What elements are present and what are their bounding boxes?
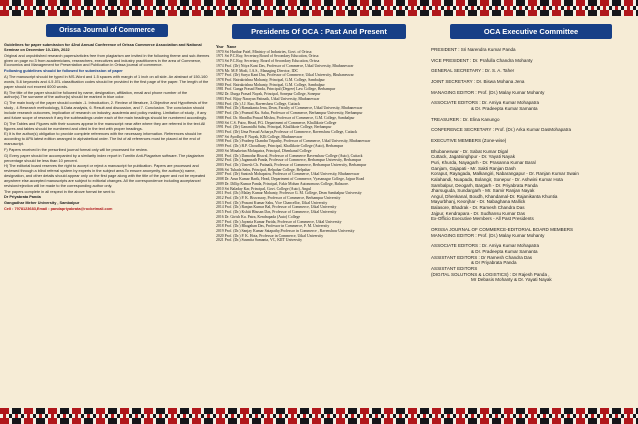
president-year: 2008 (216, 177, 224, 182)
guidelines-intro: Original and unpublished research papers/articles free from plagiarism are invited in the following theme and sub-themes given on page no 3 from academicians, researchers, executives and industry practitioners in the area of Commerce, Economics and Management for Presentation and Publication in Orissa journal of commerce. (4, 53, 210, 68)
president-year: 2014 (216, 205, 224, 210)
president-name: Prof. (Dr.) B.P. Choudhury, Principal, Khallikote College (Auto), Berhampur (224, 144, 344, 149)
president-name: Sri Baladay Kar, Principal, Govt. College (Auto), Angul (224, 186, 312, 191)
journal-associate-editors: ASSOCIATE EDITORS : Dr. Amiya Kumar Mohapatra (431, 243, 539, 249)
president-name: Prof. (Dr.) J.J. Rao, Ravenshaw College, Cuttack (224, 101, 301, 106)
president-name: Dr. Durga Prasad Nayak, Principal, Sonepur College, Sonepur (224, 92, 321, 97)
president-year: 2019 (216, 229, 224, 234)
committee-text (428, 47, 634, 283)
president-year: 1984 (216, 101, 224, 106)
journal-title: Orissa Journal of Commerce (46, 24, 168, 37)
journal-assistant-editors-digital: ASSISTANT EDITORS (431, 266, 478, 272)
president-name: Prof. Ganga Prasad Panda, Principal (Degree) Law College, Berhampur (224, 87, 336, 92)
rules-list (4, 75, 210, 189)
president-year: 2001 (216, 153, 224, 158)
president-name: Sri P.C.Ray, Secretary, Board of Secondary Education, Orissa (224, 59, 320, 64)
president-name: Prof. Bairakrishna Mohanty, Principal, G.M. College, Sambalpur (224, 78, 325, 83)
executive-committee-panel (428, 20, 634, 404)
president-name: Prof. (Dr.) P. K. Biswasray, Professor of Commerce, Berhampur University (224, 196, 341, 200)
president-name: Sri Harihar Patel, Ministry of Industries, Govt. of Orissa (224, 49, 312, 54)
president-name: Mr. M.P. Modi, I.A.S., Managing Director, IDC (224, 68, 299, 73)
president-year: 1986 (216, 106, 224, 111)
president-year: 2015 (216, 210, 224, 215)
president-name: Sri Minaketan Mohapatra, Principal, Dhenkanal College (224, 148, 312, 153)
president-name: Prof. (Dr.) Pramod Ku. Sahu, Professor of Commerce, Berhampur University, Berhampur (224, 111, 363, 116)
presidents-rows (216, 50, 422, 243)
closing-line: The papers complete in all respect in the above format be sent to (4, 189, 115, 194)
contact-cell: Cell : 7978123683,Email : pandapriyabrata@rocketmail.com (4, 207, 113, 212)
president-year: 1977 (216, 73, 224, 78)
president-year: 1997 (216, 134, 224, 139)
president-year: 1983 (216, 96, 224, 101)
officer-managing-editor: MANAGING EDITOR : Prof. (Dr.) Malay Kumar Mohanty (431, 89, 545, 95)
president-year: 1976 (216, 68, 224, 73)
president-year: 1971 (216, 54, 224, 59)
president-name: Prof. (Dr.) Malay Kumar Mohanty, Professor G. M. College, Dean Sambalpur University (224, 191, 362, 196)
president-name: Prof. (Dr.) Ramakanta Jena, Dean, Faculty of Commerce, Utkal University, Bhubaneswar (224, 106, 363, 111)
guideline-rule: C) The main body of the paper should contain -1. Introduction, 2. Review of literature, 3.Objective and Hypothesis of the study , 4.Research methodology, 5.Data analysis, 6. Result and discussion, and 7. Conclusion. The conclusion should include research outcomes, implication of research on industry, academia and policy making. Limitation of study , if any and future scope of research if any the subheadings under each of the main headings should be numbered accordingly. (4, 101, 208, 120)
contact-name: Dr Priyabrata Panda (4, 195, 41, 200)
officer-conference-secretary: CONFERENCE SECRETARY : Prof. (Dr.) Arka Kumar DasMohapatra (431, 127, 571, 133)
guideline-rule: G) Every paper should be accompanied by a similarity index report in Turnitin Anti-Plagarism software. The plagiarism percentage should be less than 10 percent. (4, 153, 204, 163)
president-name: Sri P.C.Ray, Secretary,Board of Secondary Education, Orissa (224, 54, 319, 59)
guidelines-panel (4, 20, 210, 404)
col-header-year: Year (216, 45, 224, 49)
president-year: 2016 (216, 214, 224, 219)
president-name: Sri Tuhada Sahu, Principal, Belpahar College, Belpahar (224, 167, 311, 172)
guideline-rule: D) The Tables and Figures with their sources appear in the manuscript near after where they are referred in the text.All figures and tables should be numbered and cited in the text with proper headings. (4, 121, 206, 131)
president-name: Prof. (Dr) Nitya Kant Das, Professor of Commerce, Utkal University, Bhubaneswar (224, 63, 354, 68)
officer-president: PRESIDENT : Sri Narendra Kumar Panda (431, 47, 516, 52)
president-year: 2010 (216, 186, 224, 191)
officer-associate-editors: ASSOCIATE EDITORS : Dr. Amiya Kumar Mohapatra (431, 100, 539, 106)
president-year: 2003 (216, 162, 224, 167)
journal-assistant-editors: ASSISTANT EDITORS : Dr Ramesh Chandra Das (431, 254, 533, 260)
bottom-border-pattern (0, 408, 638, 424)
president-year: 2009 (216, 181, 224, 186)
president-year: 2020 (216, 233, 224, 238)
president-name: Dr. Girish Ku. Patra, Kendrapada (Auto) College (224, 214, 301, 219)
journal-assistant-editors-2: & Dr Priyabrata Panda (471, 260, 517, 266)
president-year: 2013 (216, 200, 224, 205)
guideline-rule: B) The title of the paper should be followed by name, designation, affiliation, email and phone number of the author(s).The surname of the author(s) should be marked in blue color. (4, 90, 188, 100)
president-name: Prof. (Dr) Gananidhi Sahu, Principal, Khallikote College, Berhampur (224, 125, 332, 130)
presidents-panel (214, 20, 424, 404)
president-name: Prof. (Dr.) Ranjan Kumar Bal, Professor of Commerce, Utkal University (224, 205, 337, 210)
contact-affiliation: Gangadhar Meher University , Sambalpur (4, 201, 80, 206)
officer-general-secretary: GENERAL SECRETARY : Dr. S. A. Taher (431, 68, 515, 74)
president-name: Prof. (Dr.) P. K. Hota, Professor in Commerce, Utkal University (224, 233, 324, 238)
rules-heading: Following guidelines should be followed for submission of paper (4, 69, 123, 74)
president-year: 1999 (216, 144, 224, 149)
president-name: Prof. (Dr) Uma Prasad Acharya,Professor of Commerce, Ravenshaw College, Cuttack (224, 129, 358, 134)
president-year: 1978 (216, 78, 224, 83)
president-entry (216, 238, 422, 243)
president-year: 1988 (216, 115, 224, 120)
president-year: 2011 (216, 191, 224, 196)
guidelines-heading: Guidelines for paper submission for 42nd Annual Conference of Orissa Commerce Association and National Seminar on December 10-11th, 2022 (4, 43, 202, 52)
president-name: Prof. (Dr.) Jayanta Kumar Parida, Professor of Commerce, Utkal University (224, 219, 342, 224)
guideline-rule: F) Papers received in the prescribed journal format only will be processed for review. (4, 147, 148, 152)
president-year: 2006 (216, 167, 224, 172)
guideline-rule: E) It is the author(s) obligation to provide complete references with the necessary information. References should be according to APA latest edition arranged in alphabetical order. The list of all references must be placed at the end of manuscript. (4, 132, 202, 147)
presidents-title: Presidents Of OCA : Past And Present (232, 24, 406, 39)
officer-joint-secretary: JOINT SECRETARY : Dr. Biswa Mohana Jena (431, 78, 525, 84)
president-name: Prof. (Dr.) Jagannath Panda, Professor of Commerce, Berhampur University, Berhampur (224, 158, 362, 163)
president-year: 1991 (216, 125, 224, 130)
president-name: Prof. (Dr.) Damodar Biswal, Professor of Commerce Ravenshaw College (Auto), Cuttack (224, 153, 363, 158)
president-name: Prof. Bairakrishna Mohanty, Principal, G.M. College, Sambalpur (224, 82, 325, 87)
guideline-rule: H) The editorial board reserves the right to accept or reject a manuscript for publication. Papers are processed and reviewed through a blind referral system by experts in the subject area.To ensure anonymity, the author(s) name, designation, and other details should appear only on the first page along with the title of the paper and not be repeated anywhere else.accepted manuscripts are subject to editorial changes. All the correspondence including acceptance/ revision/rejection will be made to the corresponding author only. (4, 164, 206, 188)
journal-associate-editors-2: & Dr. Pradeepta Kumar Samanta (471, 249, 538, 255)
zone-members: Bhubaneswar - Dr. Sabat Kumar Digal Cuttack, Jagatsinghpur - Dr. Yayati Nayak Puri, Khurda, Nayagarh - Dr. Prasanna Kumar Baral Ganjam, Gajapati - Mr. Sakti Ranjan Dash Koraput, Rayagada, Malkangiri, Nabarangapur - Dr. Ranjan Kumar Swain Kalahandi, Nuapada, Bolangir, Sonepur - Dr. Ashwini Kumar Hota Sambalpur, Deogarh, Bargarh - Dr. Priyabrata Panda Jharsuguda, Sundargarh - Mr. Samir Ranjan Nayak Angul, Dhenkanal, Boudh, Khandamal-Dr. Rajanikanta Khuntia Mayurbhanj, Keonjhar - Dr. Nabaghana Mallick Balasore, Bhadrak - Dr. Ramesh Chandra Das Jajpur, Kendrapara - Dr. Sudhansu Kumar Das Ex-Officio Executive Members - All Past Presidents (431, 148, 579, 222)
president-year: 1970 (216, 49, 224, 54)
president-name: Prof. (Dr.) Umesh Ch. Pattnaik, Professor of Commerce, Berhampur University, Berhampur (224, 162, 367, 167)
president-name: Prof. Bijay Narayan Pattnaik, Utkal University, Bhubaneswar (224, 96, 320, 101)
journal-assistant-editors-digital-3: Mr Debasis Mohanty & Dr. Yayati Nayak (471, 277, 552, 283)
president-year: 1993 (216, 129, 224, 134)
president-year: 1980 (216, 82, 224, 87)
president-name: Prof. (Dr.) Pradeep Chandra Tripathy, Professor of Commerce, Utkal University, Bhubaneswar (224, 139, 371, 144)
executive-members-heading: EXECUTIVE MEMBERS (Zone-wise) (431, 137, 507, 143)
guidelines-text (4, 43, 210, 212)
president-name: Prof. Dr. Shradha Prasad Mishra, Professor of Commerce, G.M. College, Sambalpur (224, 115, 355, 120)
president-name: Prof. (Dr.) Susmita Samanta, VC, KIIT University (224, 238, 303, 243)
president-year: 2000 (216, 148, 224, 153)
president-name: Prof. (Dr) Surya Kant Das, Professor of Commerce, Utkal University, Bhubaneswar (224, 73, 354, 78)
president-year: 1974 (216, 63, 224, 68)
president-year: 1990 (216, 120, 224, 125)
president-year: 2018 (216, 224, 224, 229)
guideline-rule: A) The manuscript should be typed in MS-Word and 1.5 spaces with margin of 1 inch on all side. An abstract of 150-160 words, 5-6 keywords and 4-5 JEL classification codes should be provided in the first page of the paper. The length of the paper should not exceed 6000 words. (4, 75, 209, 89)
committee-title: OCA Executive Committee (450, 24, 612, 39)
president-year: 2012 (216, 196, 224, 200)
presidents-list (214, 45, 424, 243)
president-name: Prof. (Dr.) Prasant Kumar Sahu, Vice Chancellor, Utkal University (224, 200, 328, 205)
col-header-name: Name (226, 45, 237, 49)
president-name: Sri C.S. Patro, Head, P.G. Department of Commerce, Khallikote College (224, 120, 337, 125)
president-year: 2007 (216, 172, 224, 177)
officer-associate-editors-2: & Dr. Pradeepta Kumar Samanta (471, 105, 538, 111)
top-border-pattern (0, 0, 638, 16)
president-year: 1982 (216, 92, 224, 97)
president-year: 2002 (216, 158, 224, 163)
president-year: 2017 (216, 219, 224, 224)
president-name: Dr. Dillip Kumar Panda, Principal, Fakir Mohan Autonomous College, Balasore. (224, 181, 349, 186)
president-name: Dr. Arun Kumar Barik, Head, Department of Commerce, Vyasanagar College, Jajpur Road (224, 177, 365, 182)
president-year: 1973 (216, 59, 224, 64)
journal-assistant-editors-digital-2: (DIGITAL SOLUTIONS & LOGISTICS) : Dr Rajesh Panda , (431, 271, 550, 277)
journal-managing-editor: MANAGING EDITOR : Prof. (Dr.) Malay Kumar Mohanty (431, 232, 545, 238)
president-name: Prof. (Dr) Santosh Mohapatra, Professor of Commerce, Utkal University, Bhubaneswar (224, 172, 360, 177)
officer-treasurer: TREASURER : Dr. Elina Kanungo (431, 116, 500, 122)
journal-board-heading: ORISSA JOURNAL OF COMMERCE-EDITORIAL BOARD MEMBERS (431, 227, 574, 233)
president-name: Sri Ayodhya P. Nayak, KIIt College, Bhubaneswar (224, 134, 303, 139)
president-name: Prof. (Dr.) Bhagaban Das, Professor in Commerce, F. M. University (224, 224, 330, 229)
president-name: Prof. (Dr.) Sanjay Kumar Satapathy,Professor in Commerce , Ravenshaw University (224, 229, 355, 234)
officer-vice-president: VICE PRESIDENT : Dr. Prafulla Chandra Mohanty (431, 57, 533, 63)
president-year: 1987 (216, 111, 224, 116)
president-name: Prof. (Dr.) Kshiti Bhusan Das, Professor of Commerce, Utkal University (224, 210, 337, 215)
president-year: 2021 (216, 238, 224, 243)
president-year: 1981 (216, 87, 224, 92)
president-year: 1998 (216, 139, 224, 144)
